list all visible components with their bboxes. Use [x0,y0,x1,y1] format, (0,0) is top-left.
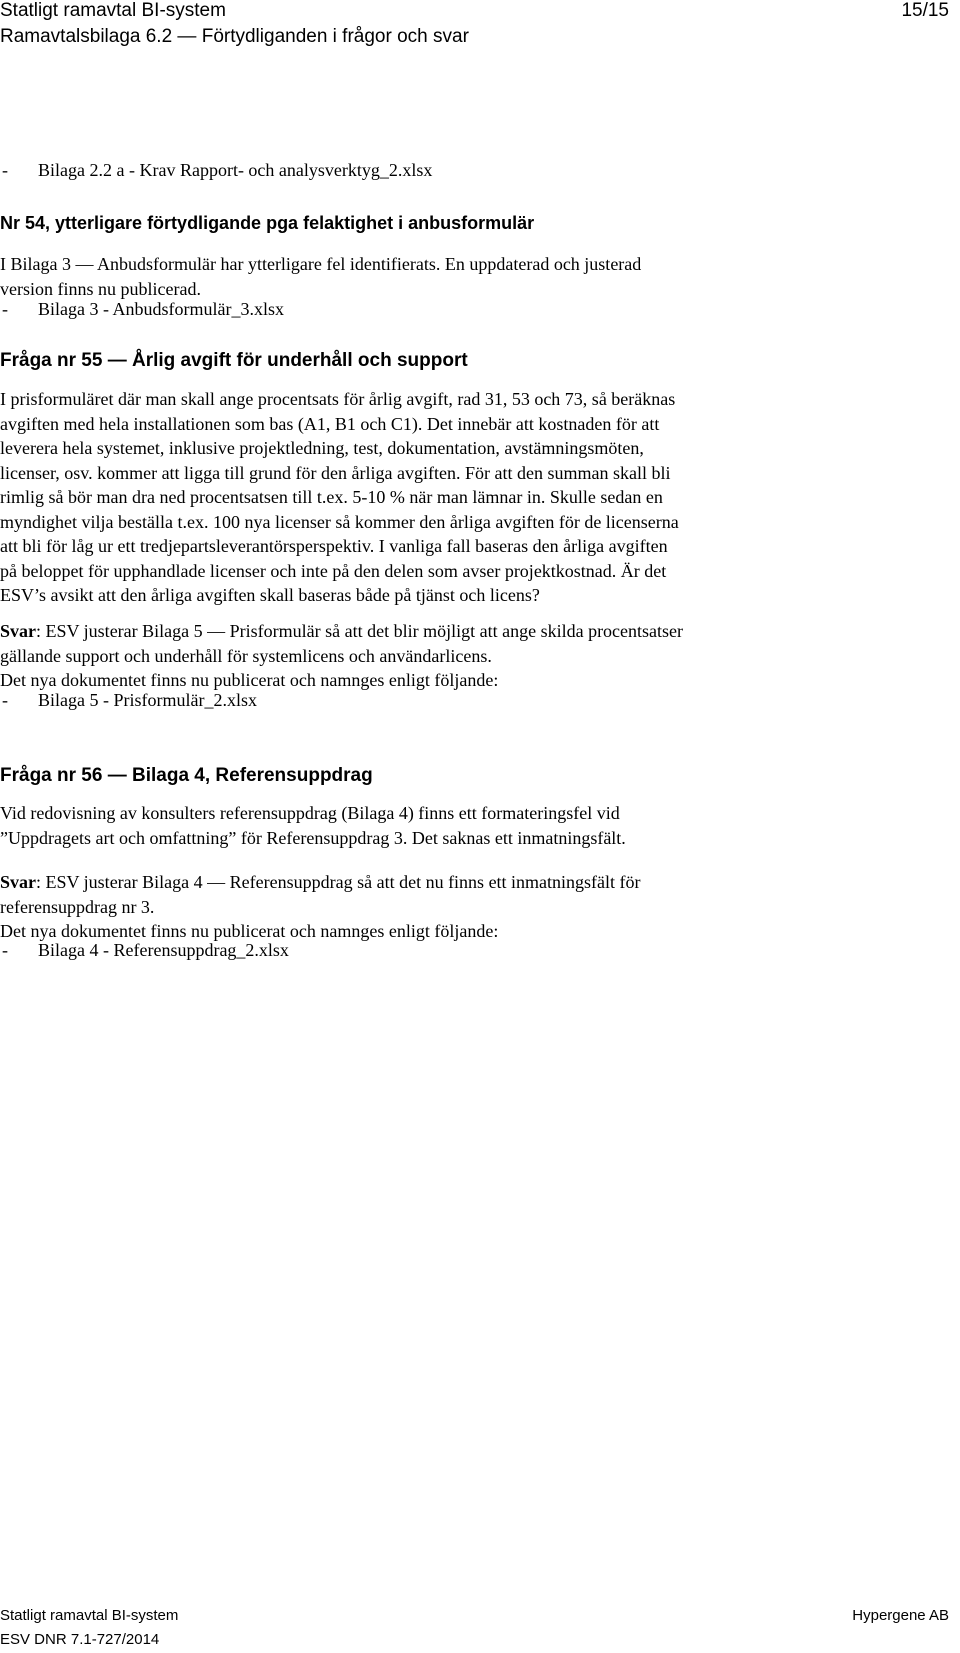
bullet-dash: - [2,160,8,180]
footer-company: Hypergene AB [852,1607,949,1624]
answer-text: : ESV justerar Bilaga 5 — Prisformulär så att det blir möjligt att ange skilda procentsatser [36,621,684,641]
attachment-name: Bilaga 2.2 a - Krav Rapport- och analysverktyg_2.xlsx [38,160,433,180]
section-heading-q55: Fråga nr 55 — Årlig avgift för underhåll och support [0,350,468,371]
header-subtitle: Ramavtalsbilaga 6.2 — Förtydliganden i frågor och svar [0,26,469,47]
answer-label: Svar [0,872,36,892]
text-line: gällande support och underhåll för systemlicens och användarlicens. [0,645,492,666]
text-line: I Bilaga 3 — Anbudsformulär har ytterligare fel identifierats. En uppdaterad och justerad [0,254,642,274]
text-line: Vid redovisning av konsulters referensuppdrag (Bilaga 4) finns ett formateringsfel vid [0,803,620,823]
answer-first-line [0,619,800,644]
text-line: I prisformuläret där man skall ange procentsats för årlig avgift, rad 31, 53 och 73, så beräknas [0,389,676,409]
question-body-q55 [0,387,800,608]
answer-body-q55 [0,619,800,693]
attachment-item [0,160,432,181]
text-line: Det nya dokumentet finns nu publicerat och namnges enligt följande: [0,921,499,941]
bullet-dash: - [2,690,8,710]
header-title: Statligt ramavtal BI-system [0,0,226,21]
attachment-name: Bilaga 4 - Referensuppdrag_2.xlsx [38,940,289,960]
text-line: avgiften med hela installationen som bas (A1, B1 och C1). Det innebär att kostnaden för att [0,413,660,434]
footer-title: Statligt ramavtal BI-system [0,1607,179,1624]
answer-label: Svar [0,621,36,641]
attachment-item [0,690,257,711]
text-line: att bli för låg ur ett tredjepartsleverantörsperspektiv. I vanliga fall baseras den årliga avgiften [0,536,668,556]
attachment-name: Bilaga 3 - Anbudsformulär_3.xlsx [38,299,284,319]
answer-body-q56 [0,870,800,944]
text-line: ESV’s avsikt att den årliga avgiften skall baseras både på tjänst och licens? [0,585,540,605]
text-line: rimlig så bör man dra ned procentsatsen till t.ex. 5-10 % när man lämnar in. Skulle sedan en [0,487,663,507]
text-line: ”Uppdragets art och omfattning” för Referensuppdrag 3. Det saknas ett inmatningsfält. [0,827,626,848]
bullet-dash: - [2,940,8,960]
text-line: myndighet vilja beställa t.ex. 100 nya licenser så kommer den årliga avgiften för de licenserna [0,511,679,532]
answer-first-line [0,870,800,895]
page-number: 15/15 [901,0,949,21]
bullet-dash: - [2,299,8,319]
footer-reference: ESV DNR 7.1-727/2014 [0,1631,160,1648]
section-heading-nr54: Nr 54, ytterligare förtydligande pga felaktighet i anbusformulär [0,213,535,233]
answer-text: : ESV justerar Bilaga 4 — Referensuppdrag så att det nu finns ett inmatningsfält för [36,872,641,892]
attachment-name: Bilaga 5 - Prisformulär_2.xlsx [38,690,257,710]
question-body-q56 [0,801,800,850]
text-line: version finns nu publicerad. [0,278,201,299]
text-line: referensuppdrag nr 3. [0,896,155,917]
section-body-nr54 [0,252,800,301]
attachment-item [0,940,289,961]
section-heading-q56: Fråga nr 56 — Bilaga 4, Referensuppdrag [0,765,373,786]
text-line: leverera hela systemet, inklusive projektledning, test, dokumentation, avstämningsmöten, [0,438,644,458]
text-line: Det nya dokumentet finns nu publicerat och namnges enligt följande: [0,670,499,690]
attachment-item [0,299,284,320]
text-line: på beloppet för upphandlade licenser och inte på den delen som avser projektkostnad. Är det [0,560,667,581]
text-line: licenser, osv. kommer att ligga till grund för den årliga avgiften. För att den summan skall bli [0,462,671,483]
